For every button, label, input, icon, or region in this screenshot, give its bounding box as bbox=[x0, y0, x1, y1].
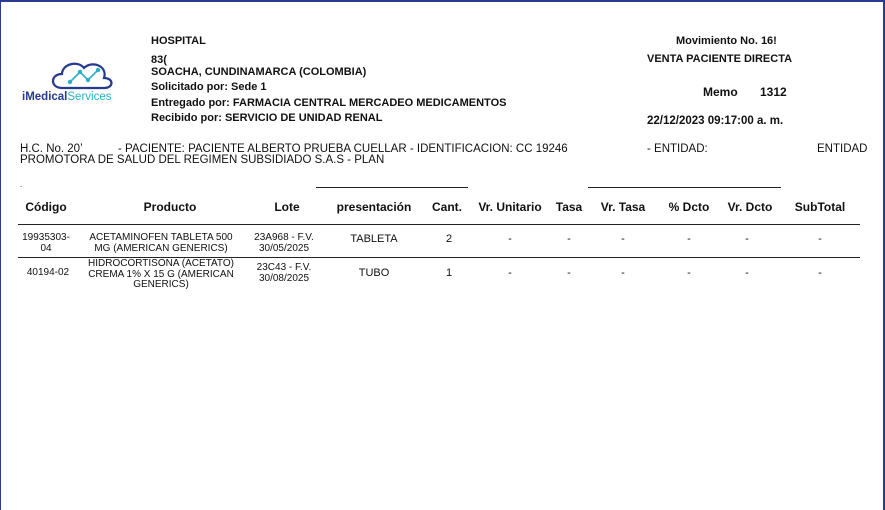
col-vr-dcto: Vr. Dcto bbox=[727, 200, 773, 214]
col-subtotal: SubTotal bbox=[794, 200, 846, 214]
row2-producto: HIDROCORTISONA (ACETATO) CREMA 1% X 15 G (AMERICAN GENERICS) bbox=[88, 258, 234, 290]
hospital-name: HOSPITAL bbox=[151, 35, 206, 47]
col-tasa: Tasa bbox=[555, 200, 583, 214]
row1-tasa: - bbox=[567, 233, 571, 245]
row2-cant: 1 bbox=[445, 267, 453, 279]
patient-entity-continued: PROMOTORA DE SALUD DEL REGIMEN SUBSIDIADO S.A.S - PLAN bbox=[20, 154, 385, 166]
memo-value: 1312 bbox=[760, 85, 787, 99]
row2-lote: 23C43 - F.V. 30/08/2025 bbox=[256, 262, 312, 284]
memo-label: Memo bbox=[703, 85, 738, 99]
patient-entity: ENTIDAD bbox=[817, 143, 868, 155]
col-vr-unitario: Vr. Unitario bbox=[478, 200, 542, 214]
hospital-city: SOACHA, CUNDINAMARCA (COLOMBIA) bbox=[151, 66, 367, 78]
row1-lote: 23A968 - F.V. 30/05/2025 bbox=[254, 232, 314, 254]
header-divider-right bbox=[588, 187, 781, 188]
row2-vr-dcto: - bbox=[745, 267, 749, 279]
entregado-por: Entregado por: FARMACIA CENTRAL MERCADEO MEDICAMENTOS bbox=[151, 97, 507, 109]
hospital-nit: 83( bbox=[151, 54, 167, 66]
header-divider-left bbox=[316, 187, 468, 188]
row1-subtotal: - bbox=[818, 233, 822, 245]
patient-entity-label: - ENTIDAD: bbox=[647, 143, 708, 155]
col-cant: Cant. bbox=[432, 200, 462, 214]
header-underline bbox=[18, 224, 860, 225]
patient-info: - PACIENTE: PACIENTE ALBERTO PRUEBA CUELLAR - IDENTIFICACION: CC 19246 bbox=[118, 143, 568, 155]
movimiento-number: Movimiento No. 16! bbox=[676, 35, 777, 47]
row1-cant: 2 bbox=[445, 233, 453, 245]
row2-presentacion: TUBO bbox=[358, 267, 390, 279]
movement-date: 22/12/2023 09:17:00 a. m. bbox=[647, 115, 784, 127]
col-codigo: Código bbox=[25, 200, 67, 214]
movement-type: VENTA PACIENTE DIRECTA bbox=[647, 53, 793, 65]
row2-vr-tasa: - bbox=[621, 267, 625, 279]
row2-vr-unitario: - bbox=[508, 267, 512, 279]
row1-vr-unitario: - bbox=[508, 233, 512, 245]
col-vr-tasa: Vr. Tasa bbox=[600, 200, 646, 214]
row2-dcto: - bbox=[687, 267, 691, 279]
col-lote: Lote bbox=[274, 200, 300, 214]
row1-codigo: 19935303- 04 bbox=[22, 232, 70, 254]
patient-hc: H.C. No. 20’ bbox=[20, 143, 83, 155]
solicitado-por: Solicitado por: Sede 1 bbox=[151, 81, 267, 93]
logo-wordmark: iMedicalServices bbox=[22, 91, 112, 103]
dot-mark: . bbox=[20, 180, 23, 189]
col-presentacion: presentación bbox=[336, 200, 412, 214]
row2-subtotal: - bbox=[818, 267, 822, 279]
col-producto: Producto bbox=[143, 200, 197, 214]
row1-vr-dcto: - bbox=[745, 233, 749, 245]
row2-codigo: 40194-02 bbox=[26, 267, 70, 278]
row1-producto: ACETAMINOFEN TABLETA 500 MG (AMERICAN GENERICS) bbox=[89, 232, 233, 254]
recibido-por: Recibido por: SERVICIO DE UNIDAD RENAL bbox=[151, 112, 383, 124]
col-dcto: % Dcto bbox=[668, 200, 710, 214]
row1-presentacion: TABLETA bbox=[350, 233, 398, 245]
row1-vr-tasa: - bbox=[621, 233, 625, 245]
row2-tasa: - bbox=[567, 267, 571, 279]
row1-dcto: - bbox=[687, 233, 691, 245]
